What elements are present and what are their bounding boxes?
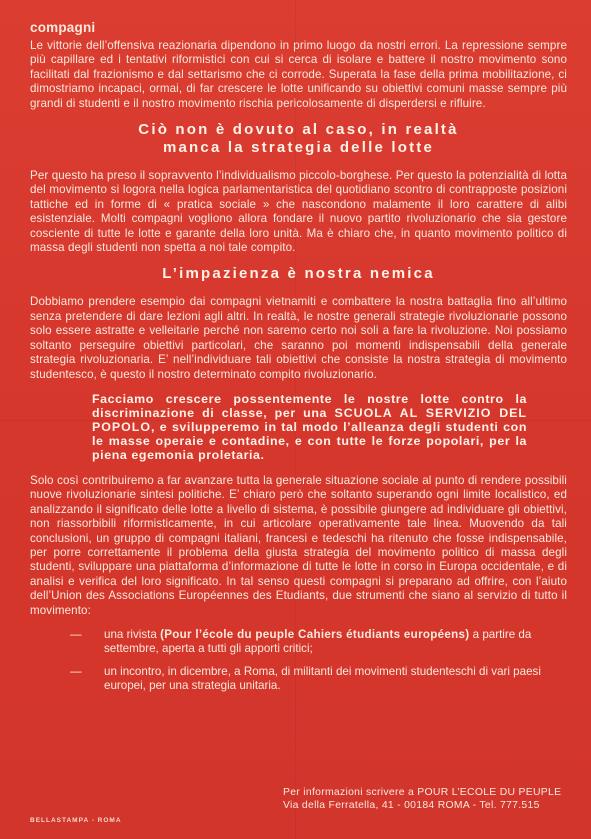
list-dash: — xyxy=(70,664,82,678)
list-item-text xyxy=(104,665,567,694)
list-item-bold: (Pour l’école du peuple Cahiers étudiants européens) xyxy=(160,627,470,641)
callout-slogan xyxy=(92,392,527,462)
heading-strategy-line-2: manca la strategia delle lotte xyxy=(162,139,435,157)
paragraph-3: Dobbiamo prendere esempio dai compagni vietnamiti e combattere la nostra battaglia fino all’ultimo senza pretendere di dare lezioni agli altri. In realtà, le nostre generali strategie rivoluzionarie possono solo essere astratte e velleitarie perché non saremo certo noi soli a fare la rivoluzione. Noi possiamo soltanto perseguire obiettivi particolari, che saranno poi momenti indispensabili della generale strategia rivoluzionaria. E’ nell’individuare tali obiettivi che consiste la nostra strategia di movimento studentesco, è questo il nostro determinato compito rivoluzionario. xyxy=(30,295,567,381)
list-item-text xyxy=(104,628,567,657)
paragraph-2: Per questo ha preso il sopravvento l’individualismo piccolo-borghese. Per questo la potenzialità di lotta del movimento si logora nella logica parlamentaristica del quotidiano scontro di contrapposte posizioni tattiche ed in forme di « pratica sociale » che nascondono malamente il loro carattere di alibi esistenziale. Molti compagni vogliono allora fondare il nuovo partito rivoluzionario che sia gestore cosciente di tutte le lotte e garante della loro unità. Ma è chiaro che, in quanto movimento politico di massa degli studenti non spetta a noi tale compito. xyxy=(30,169,567,255)
callout-caps: SCUOLA AL SERVIZIO DEL POPOLO xyxy=(92,405,527,434)
list-item-prefix: un incontro, in dicembre, a Roma, di militanti dei movimenti studenteschi di vari paesi europei, per una strategia unitaria. xyxy=(104,664,541,693)
instrument-list xyxy=(70,628,567,694)
list-item xyxy=(70,665,567,694)
contact-info xyxy=(283,786,561,812)
printer-credit: BELLASTAMPA - ROMA xyxy=(30,817,122,824)
list-item-prefix: una rivista xyxy=(104,627,161,641)
heading-impatience: L’impazienza è nostra nemica xyxy=(162,265,435,283)
list-dash: — xyxy=(70,627,82,641)
salutation: compagni xyxy=(30,20,96,35)
heading-strategy-line-1: Ciò non è dovuto al caso, in realtà xyxy=(138,121,459,139)
paragraph-4: Solo così contribuiremo a far avanzare tutta la generale situazione sociale al punto di rendere possibili nuove rivoluzionarie sintesi politiche. E’ chiaro però che soltanto superando ogni limite localistico, ed analizzando il significato delle lotte a livello di sistema, è possibile giungere ad individuare gli obiettivi, non riassorbibili riformisticamente, in cui articolare operativamente tale linea. Muovendo da tali conclusioni, un gruppo di compagni italiani, francesi e tedeschi ha ritenuto che fosse indispensabile, per porre correttamente il problema della giusta strategia del movimento politico di massa degli studenti, sviluppare una piattaforma d’informazione di tutte le lotte in corso in Europa occidentale, e di analisi e verifica del loro significato. In tal senso questi compagni si preparano ad offrire, con l’aiuto dell’Union des Associations Européennes des Etudiants, due strumenti che siano al servizio di tutto il movimento: xyxy=(30,473,567,617)
contact-line-1: Per informazioni scrivere a POUR L’ECOLE DU PEUPLE xyxy=(283,787,562,798)
heading-strategy xyxy=(30,121,567,157)
list-item-suffix: a partire da settembre, aperta a tutti gli apporti critici; xyxy=(104,627,532,656)
list-item xyxy=(70,628,567,657)
contact-line-2: Via della Ferratella, 41 - 00184 ROMA - Tel. 777.515 xyxy=(283,800,540,811)
paragraph-1: Le vittorie dell’offensiva reazionaria dipendono in primo luogo da nostri errori. La repressione sempre più capillare ed i tentativi riformistici con cui si cerca di isolare e battere il nostro movimento sono facilitati dal frazionismo e dal settarismo che ci corrode. Superata la fase della prima mobilitazione, ci dimostriamo incapaci, ormai, di far crescere le lotte unificando su obiettivi comuni masse sempre più grandi di studenti e il nostro movimento rischia pericolosamente di disperdersi e rifluire. xyxy=(30,39,567,110)
callout-part-1: Facciamo crescere possentemente le nostre lotte contro la discriminazione di classe, per una xyxy=(92,391,527,420)
fold-line-horizontal xyxy=(0,420,591,421)
callout-part-2: , e svilupperemo in tal modo l’alleanza degli studenti con le masse operaie e contadine, e con tutte le forze popolari, per la piena egemonia proletaria. xyxy=(92,419,527,462)
